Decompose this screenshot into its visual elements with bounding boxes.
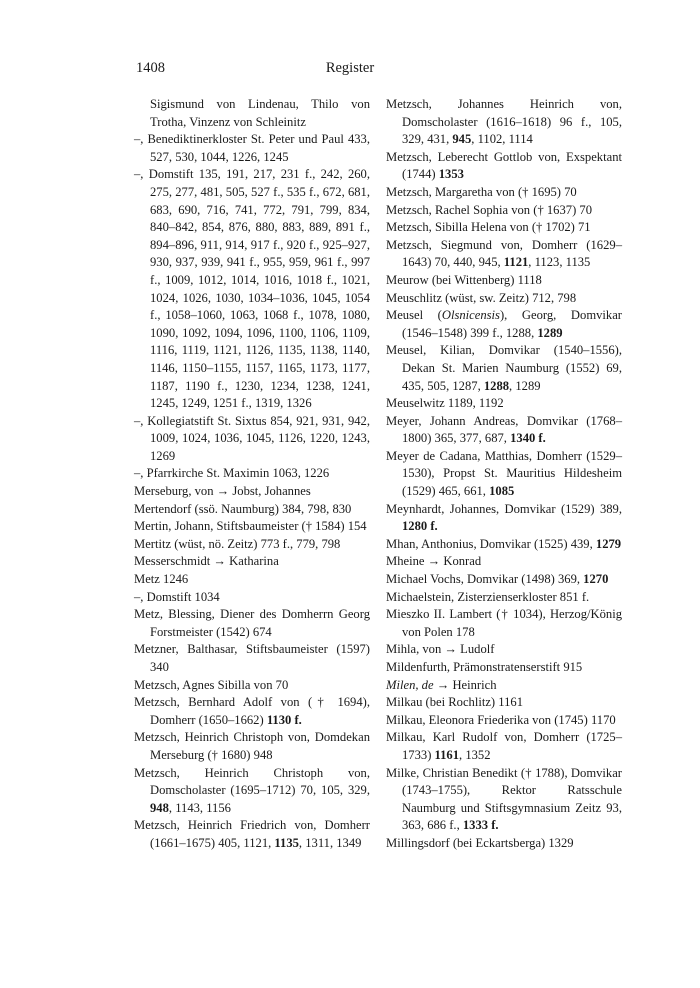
entry-text: Metzsch, Siegmund von, Domherr (1629–1643) 70, 440, 945, bbox=[386, 237, 622, 270]
index-entry bbox=[386, 342, 622, 395]
entry-text: Mertendorf (ssö. Naumburg) 384, 798, 830 bbox=[134, 501, 352, 516]
index-entry bbox=[386, 694, 622, 712]
entry-text: Metzsch, Heinrich Christoph von, Domscholaster (1695–1712) 70, 105, 329, bbox=[134, 765, 370, 798]
entry-text: , 1102, 1114 bbox=[471, 132, 533, 147]
entry-text: –, Domstift 1034 bbox=[134, 589, 220, 604]
entry-text: Milkau, Eleonora Friederika von (1745) 1170 bbox=[386, 712, 616, 727]
index-entry bbox=[134, 606, 370, 641]
entry-bold-text: 1340 f. bbox=[510, 431, 546, 446]
index-entry bbox=[386, 290, 622, 308]
entry-text: , 1123, 1135 bbox=[528, 255, 591, 270]
entry-text: Milke, Christian Benedikt († 1788), Domvikar (1743–1755), Rektor Ratsschule Naumburg und Stiftsgymnasium Zeitz 93, 363, 686 f., bbox=[386, 765, 622, 833]
entry-italic-text: Milen, de bbox=[386, 677, 434, 692]
entry-text: Sigismund von Lindenau, Thilo von Trotha, Vinzenz von Schleinitz bbox=[150, 97, 370, 129]
index-entry bbox=[386, 272, 622, 290]
index-entry bbox=[386, 729, 622, 764]
page-number: 1408 bbox=[136, 60, 165, 76]
entry-bold-text: 1280 f. bbox=[402, 519, 438, 534]
entry-text: Milkau (bei Rochlitz) 1161 bbox=[386, 695, 523, 710]
entry-text: , 1143, 1156 bbox=[168, 800, 231, 815]
index-column-left bbox=[134, 96, 370, 853]
index-entry bbox=[134, 483, 370, 501]
index-entry bbox=[386, 589, 622, 607]
entry-text: Metzner, Balthasar, Stiftsbaumeister (1597) 340 bbox=[134, 642, 370, 674]
index-entry bbox=[134, 765, 370, 818]
index-entry bbox=[134, 166, 370, 412]
index-entry bbox=[386, 395, 622, 413]
entry-text: Mildenfurth, Prämonstratenserstift 915 bbox=[386, 660, 583, 674]
index-entry bbox=[134, 536, 370, 554]
index-entry bbox=[386, 149, 622, 184]
entry-text: Meyer, Johann Andreas, Domvikar (1768–1800) 365, 377, 687, bbox=[386, 413, 622, 446]
entry-text: , 1352 bbox=[459, 747, 491, 762]
entry-text: Metzsch, Johannes Heinrich von, Domscholaster (1616–1618) 96 f., 105, 329, 431, bbox=[386, 97, 622, 147]
index-entry bbox=[386, 659, 622, 677]
index-entry bbox=[134, 571, 370, 589]
entry-bold-text: 1289 bbox=[537, 325, 563, 340]
index-entry bbox=[134, 131, 370, 166]
entry-bold-text: 1279 bbox=[595, 536, 622, 551]
entry-text: –, Benediktinerkloster St. Peter und Paul 433, 527, 530, 1044, 1226, 1245 bbox=[134, 132, 370, 164]
entry-text: Metz 1246 bbox=[134, 572, 189, 587]
index-entry bbox=[134, 501, 370, 519]
index-entry bbox=[386, 712, 622, 730]
entry-text: –, Pfarrkirche St. Maximin 1063, 1226 bbox=[134, 466, 330, 481]
index-entry bbox=[386, 641, 622, 659]
index-entry bbox=[386, 448, 622, 501]
entry-bold-text: 1270 bbox=[583, 572, 609, 587]
entry-text: Mihla, von → Ludolf bbox=[386, 642, 495, 657]
index-entry bbox=[134, 518, 370, 536]
entry-bold-text: 1161 bbox=[434, 747, 460, 762]
index-entry bbox=[386, 677, 622, 695]
entry-text: Mieszko II. Lambert († 1034), Herzog/König von Polen 178 bbox=[386, 607, 622, 639]
index-entry bbox=[386, 571, 622, 589]
index-entry bbox=[386, 553, 622, 571]
index-entry bbox=[134, 589, 370, 607]
index-entry bbox=[386, 835, 622, 853]
index-entry bbox=[134, 677, 370, 695]
entry-text: Milkau, Karl Rudolf von, Domherr (1725–1733) bbox=[386, 730, 622, 762]
entry-text: Metz, Blessing, Diener des Domherrn Georg Forstmeister (1542) 674 bbox=[134, 607, 370, 639]
index-entry bbox=[134, 694, 370, 729]
running-head: Register bbox=[325, 60, 375, 76]
index-column-right bbox=[386, 96, 622, 853]
index-entry bbox=[386, 237, 622, 272]
entry-text: Merseburg, von → Jobst, Johannes bbox=[134, 484, 311, 499]
entry-text: –, Kollegiatstift St. Sixtus 854, 921, 931, 942, 1009, 1024, 1036, 1045, 1126, 1220, 1243, 1269 bbox=[134, 413, 370, 463]
entry-text: Michaelstein, Zisterzienserkloster 851 f. bbox=[386, 589, 590, 604]
entry-text: Meynhardt, Johannes, Domvikar (1529) 389, bbox=[386, 501, 622, 516]
entry-bold-text: 1333 f. bbox=[462, 818, 499, 833]
entry-text: –, Domstift 135, 191, 217, 231 f., 242, 260, 275, 277, 481, 505, 527 f., 535 f., 672, 681, 683, 690, 716, 741, 772, 791, 799, 834, 840–842, 854, 876, 880, 883, 889, 891 f., 894–896, 911, 914, 917 f., 920 f., 925–927, 930, 937, 939, 941 f., 955, 959, 961 f., 997 f., 1009, 1012, 1014, 1016, 1018 f., 1021, 1024, 1026, 1030, 1034–1036, 1045, 1054 f., 1058–1060, 1063, 1068 f., 1078, 1080, 1090, 1092, 1094, 1096, 1100, 1106, 1109, 1116, 1119, 1121, 1126, 1135, 1138, 1140, 1146, 1150–1155, 1157, 1165, 1173, 1177, 1187, 1190 f., 1230, 1234, 1238, 1241, 1245, 1249, 1251 f., 1319, 1326 bbox=[134, 167, 370, 411]
index-entry bbox=[134, 817, 370, 852]
index-entry bbox=[134, 96, 370, 131]
entry-bold-text: 945 bbox=[452, 132, 472, 147]
entry-text: Mhan, Anthonius, Domvikar (1525) 439, bbox=[386, 536, 596, 551]
index-entry bbox=[134, 413, 370, 466]
entry-text: Meusel ( bbox=[386, 308, 442, 323]
entry-text: Meurow (bei Wittenberg) 1118 bbox=[386, 272, 542, 287]
entry-italic-text: Olsnicensis bbox=[441, 308, 500, 323]
entry-text: Metzsch, Rachel Sophia von († 1637) 70 bbox=[386, 202, 593, 217]
entry-text: , 1289 bbox=[509, 378, 541, 393]
entry-text: Metzsch, Heinrich Friedrich von, Domherr (1661–1675) 405, 1121, bbox=[134, 818, 370, 850]
entry-bold-text: 948 bbox=[150, 800, 169, 815]
index-entry bbox=[386, 96, 622, 149]
entry-text: Mertin, Johann, Stiftsbaumeister († 1584) 154 bbox=[134, 519, 367, 534]
entry-bold-text: 1353 bbox=[438, 167, 464, 182]
index-entry bbox=[386, 307, 622, 342]
entry-text: Meyer de Cadana, Matthias, Domherr (1529–1530), Propst St. Mauritius Hildesheim (1529) 465, 661, bbox=[386, 448, 622, 499]
entry-text: Mertitz (wüst, nö. Zeitz) 773 f., 779, 798 bbox=[134, 536, 341, 551]
index-entry bbox=[134, 729, 370, 764]
index-entry bbox=[134, 641, 370, 676]
index-entry bbox=[386, 413, 622, 448]
index-entry bbox=[134, 465, 370, 483]
entry-bold-text: 1135 bbox=[274, 835, 299, 850]
entry-text: Metzsch, Bernhard Adolf von († 1694), Domherr (1650–1662) bbox=[134, 695, 370, 727]
entry-bold-text: 1130 f. bbox=[266, 712, 302, 727]
index-entry bbox=[386, 606, 622, 641]
index-entry bbox=[134, 553, 370, 571]
entry-text: Michael Vochs, Domvikar (1498) 369, bbox=[386, 572, 584, 587]
entry-text: Metzsch, Margaretha von († 1695) 70 bbox=[386, 184, 577, 199]
index-entry bbox=[386, 184, 622, 202]
index-entry bbox=[386, 501, 622, 536]
entry-bold-text: 1085 bbox=[489, 484, 515, 499]
entry-text: Meusel, Kilian, Domvikar (1540–1556), Dekan St. Marien Naumburg (1552) 69, 435, 505, 1287, bbox=[386, 343, 622, 393]
entry-text: Metzsch, Leberecht Gottlob von, Exspektant (1744) bbox=[386, 149, 622, 182]
entry-text: ), Georg, Domvikar (1546–1548) 399 f., 1288, bbox=[402, 308, 622, 340]
entry-bold-text: 1288 bbox=[483, 378, 510, 393]
index-entry bbox=[386, 765, 622, 835]
entry-text: Messerschmidt → Katharina bbox=[134, 554, 279, 569]
index-entry bbox=[386, 202, 622, 220]
entry-text: Meuselwitz 1189, 1192 bbox=[386, 396, 504, 411]
entry-text: Mheine → Konrad bbox=[386, 554, 482, 569]
entry-text: Metzsch, Agnes Sibilla von 70 bbox=[134, 677, 289, 692]
entry-text: Millingsdorf (bei Eckartsberga) 1329 bbox=[386, 835, 574, 850]
entry-text: Meuschlitz (wüst, sw. Zeitz) 712, 798 bbox=[386, 290, 577, 305]
entry-bold-text: 1121 bbox=[503, 255, 529, 270]
entry-text: Metzsch, Heinrich Christoph von, Domdekan Merseburg († 1680) 948 bbox=[134, 730, 370, 762]
entry-text: Metzsch, Sibilla Helena von († 1702) 71 bbox=[386, 220, 591, 235]
entry-text: , 1311, 1349 bbox=[298, 835, 362, 850]
index-entry bbox=[386, 536, 622, 554]
entry-text: → Heinrich bbox=[433, 677, 497, 692]
index-entry bbox=[386, 219, 622, 237]
